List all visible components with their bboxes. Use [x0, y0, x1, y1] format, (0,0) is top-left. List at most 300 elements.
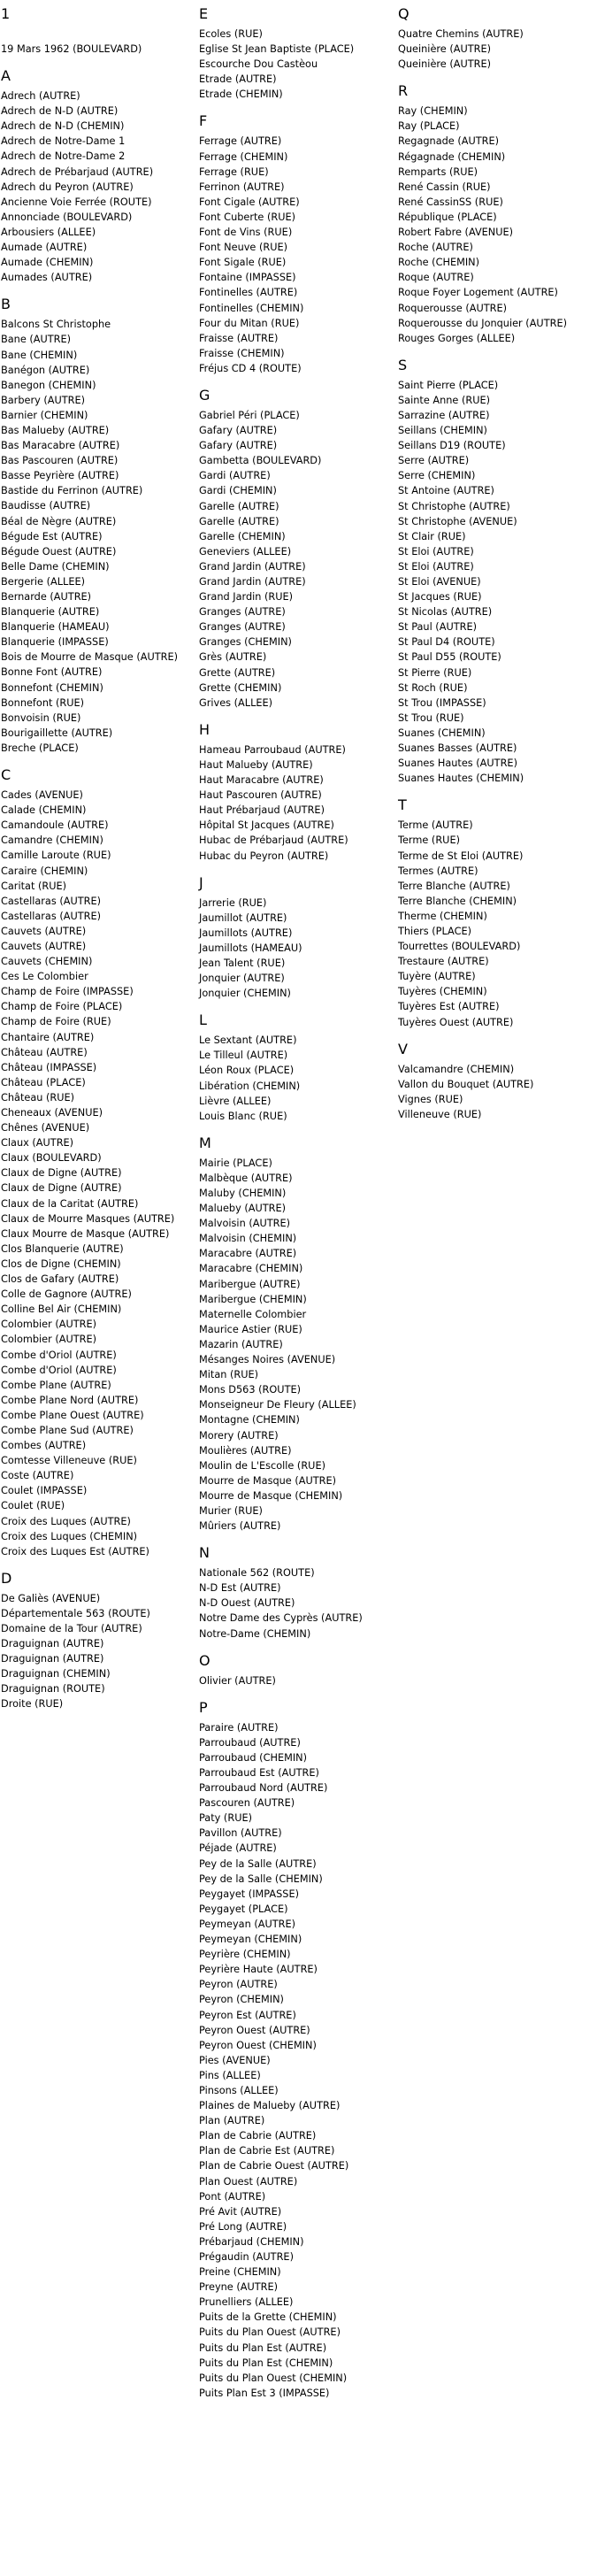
street-entry: Comtesse Villeneuve (RUE) — [1, 1455, 137, 1467]
column-3 — [398, 5, 597, 1122]
street-entry: Jean Talent (RUE) — [199, 957, 286, 969]
street-entry: Château (PLACE) — [1, 1076, 86, 1088]
letter-section-n — [199, 1544, 398, 1641]
street-entry: Robert Fabre (AVENUE) — [398, 227, 514, 239]
street-entry: St Paul D55 (ROUTE) — [398, 651, 501, 664]
street-entry: Terre Blanche (AUTRE) — [398, 880, 510, 892]
street-entry: Maribergue (CHEMIN) — [199, 1293, 307, 1305]
street-entry: Banegon (CHEMIN) — [1, 379, 96, 391]
street-entry: Aumade (CHEMIN) — [1, 257, 94, 269]
letter-section-l — [199, 1011, 398, 1124]
street-entry: Belle Dame (CHEMIN) — [1, 560, 110, 573]
street-entry: Plan Ouest (AUTRE) — [199, 2175, 298, 2188]
street-entry: Font Neuve (RUE) — [199, 242, 288, 254]
street-entry: Caraire (CHEMIN) — [1, 865, 88, 877]
street-entry: Aumade (AUTRE) — [1, 242, 88, 254]
street-entry: Bois de Mourre de Masque (AUTRE) — [1, 651, 179, 664]
street-entry: Pins (ALLEE) — [199, 2069, 261, 2081]
street-entry: Font de Vins (RUE) — [199, 227, 293, 239]
street-entry: Adrech du Peyron (AUTRE) — [1, 181, 134, 193]
street-entry: Bergerie (ALLEE) — [1, 575, 85, 588]
street-entry: Ray (CHEMIN) — [398, 105, 468, 118]
letter-section-s — [398, 357, 597, 787]
street-entry: Bonnefont (CHEMIN) — [1, 681, 103, 694]
street-entry: Regagnade (AUTRE) — [398, 135, 500, 148]
letter-section-b — [1, 296, 200, 756]
street-entry: Combe Plane Sud (AUTRE) — [1, 1424, 134, 1436]
street-entry: Mésanges Noires (AVENUE) — [199, 1354, 336, 1366]
street-entry: Puits de la Grette (CHEMIN) — [199, 2311, 337, 2324]
street-entry: Pavillon (AUTRE) — [199, 1827, 282, 1840]
street-entry: Lièvre (ALLEE) — [199, 1095, 272, 1107]
street-entry: Parroubaud Nord (AUTRE) — [199, 1782, 328, 1795]
street-entry: Eglise St Jean Baptiste (PLACE) — [199, 43, 355, 56]
street-entry: Mourre de Masque (CHEMIN) — [199, 1489, 343, 1502]
street-entry: Bonvoisin (RUE) — [1, 711, 81, 724]
letter-section-m — [199, 1134, 398, 1534]
street-entry: Croix des Luques (CHEMIN) — [1, 1530, 138, 1542]
street-entry: Malueby (AUTRE) — [199, 1203, 287, 1215]
street-entry: Colline Bel Air (CHEMIN) — [1, 1303, 122, 1316]
street-entry: Léon Roux (PLACE) — [199, 1065, 295, 1077]
street-entry: Font Cigale (AUTRE) — [199, 196, 300, 208]
street-entry: Haut Prébarjaud (AUTRE) — [199, 804, 325, 817]
street-entry: Prunelliers (ALLEE) — [199, 2296, 294, 2309]
section-letter-heading: Q — [398, 5, 409, 22]
section-letter-heading: C — [1, 766, 11, 784]
street-entry: Arbousiers (ALLEE) — [1, 226, 96, 238]
street-entry: Nationale 562 (ROUTE) — [199, 1567, 315, 1580]
section-letter-heading: O — [199, 1651, 210, 1669]
street-entry: Fraisse (CHEMIN) — [199, 347, 285, 359]
street-entry: Aumades (AUTRE) — [1, 272, 93, 284]
letter-section-r — [398, 82, 597, 346]
street-entry: Claux de Digne (AUTRE) — [1, 1182, 122, 1195]
street-entry: Tourrettes (BOULEVARD) — [398, 941, 521, 953]
street-entry: Libération (CHEMIN) — [199, 1080, 301, 1092]
street-entry: Puits Plan Est 3 (IMPASSE) — [199, 2387, 330, 2399]
street-entry: Peyron Ouest (AUTRE) — [199, 2024, 310, 2036]
street-entry: Claux de Mourre Masques (AUTRE) — [1, 1212, 175, 1225]
street-entry: Balcons St Christophe — [1, 319, 111, 331]
letter-section-g — [199, 387, 398, 711]
street-entry: Breche (PLACE) — [1, 742, 79, 754]
street-entry: Suanes Hautes (AUTRE) — [398, 757, 517, 770]
street-entry: Queinière (AUTRE) — [398, 43, 492, 56]
street-entry: Pies (AVENUE) — [199, 2054, 271, 2066]
street-entry: Domaine de la Tour (AUTRE) — [1, 1623, 142, 1634]
street-entry: Terre Blanche (CHEMIN) — [398, 895, 517, 907]
street-entry: Roquerousse (AUTRE) — [398, 302, 508, 314]
street-entry: Ancienne Voie Ferrée (ROUTE) — [1, 196, 152, 208]
street-entry: Mazarin (AUTRE) — [199, 1338, 283, 1350]
street-entry: Roque Foyer Logement (AUTRE) — [398, 287, 558, 299]
street-entry: Bane (CHEMIN) — [1, 349, 78, 361]
street-entry: Grives (ALLEE) — [199, 696, 273, 709]
street-entry: Puits du Plan Ouest (CHEMIN) — [199, 2372, 348, 2384]
street-entry: Hubac du Peyron (AUTRE) — [199, 850, 329, 862]
letter-section-c — [1, 766, 200, 1559]
street-entry: Claux de Digne (AUTRE) — [1, 1167, 122, 1180]
street-entry: Serre (AUTRE) — [398, 455, 470, 467]
street-entry: Adrech de Prébarjaud (AUTRE) — [1, 165, 154, 178]
street-entry: Preyne (AUTRE) — [199, 2281, 279, 2294]
street-entry: Villeneuve (RUE) — [398, 1108, 482, 1120]
street-entry: Draguignan (CHEMIN) — [1, 1668, 111, 1680]
street-entry: Therme (CHEMIN) — [398, 910, 487, 922]
street-entry: Notre-Dame (CHEMIN) — [199, 1627, 311, 1640]
letter-section-d — [1, 1570, 200, 1712]
street-entry: Croix des Luques Est (AUTRE) — [1, 1545, 149, 1557]
street-entry: St Eloi (AVENUE) — [398, 576, 481, 588]
street-entry: Pré Long (AUTRE) — [199, 2220, 287, 2233]
street-entry: Granges (AUTRE) — [199, 606, 286, 619]
section-letter-heading: A — [1, 67, 11, 85]
street-entry: Pey de la Salle (AUTRE) — [199, 1857, 317, 1870]
street-entry: Parroubaud (AUTRE) — [199, 1736, 301, 1749]
section-letter-heading: M — [199, 1134, 211, 1151]
letter-section-e — [199, 5, 398, 102]
street-entry: Peymeyan (AUTRE) — [199, 1918, 296, 1930]
street-entry: Jonquier (AUTRE) — [199, 973, 285, 985]
street-entry: Bonnefont (RUE) — [1, 696, 85, 709]
street-entry: Grand Jardin (RUE) — [199, 591, 294, 604]
street-entry: Champ de Foire (IMPASSE) — [1, 986, 134, 998]
street-entry: Puits du Plan Est (CHEMIN) — [199, 2357, 333, 2369]
street-entry: Colombier (AUTRE) — [1, 1334, 97, 1346]
street-entry: Combe Plane Nord (AUTRE) — [1, 1394, 139, 1406]
street-entry: Claux Mourre de Masque (AUTRE) — [1, 1227, 170, 1240]
street-entry: Peyrière Haute (AUTRE) — [199, 1964, 318, 1976]
street-entry: Serre (CHEMIN) — [398, 470, 476, 482]
street-entry: Pont (AUTRE) — [199, 2190, 266, 2203]
street-entry: Coste (AUTRE) — [1, 1470, 74, 1482]
street-entry: Cheneaux (AVENUE) — [1, 1107, 103, 1119]
column-2 — [199, 5, 398, 2401]
street-entry: St Christophe (AVENUE) — [398, 515, 517, 527]
street-entry: Pinsons (ALLEE) — [199, 2084, 279, 2096]
street-entry: Grand Jardin (AUTRE) — [199, 576, 306, 588]
street-entry: Fontaine (IMPASSE) — [199, 272, 296, 284]
street-entry: St Trou (RUE) — [398, 711, 464, 724]
street-entry: Malvoisin (AUTRE) — [199, 1218, 291, 1230]
street-entry: Champ de Foire (PLACE) — [1, 1001, 123, 1013]
street-entry: Barnier (CHEMIN) — [1, 409, 88, 421]
street-entry: Terme (RUE) — [398, 834, 460, 847]
street-entry: Seillans D19 (ROUTE) — [398, 440, 506, 452]
street-entry: Croix des Luques (AUTRE) — [1, 1515, 131, 1527]
street-entry: Claux (BOULEVARD) — [1, 1152, 102, 1165]
street-entry: Montagne (CHEMIN) — [199, 1414, 300, 1426]
street-entry: Valcamandre (CHEMIN) — [398, 1063, 515, 1075]
street-entry: St Paul (AUTRE) — [398, 621, 478, 634]
street-entry: Louis Blanc (RUE) — [199, 1110, 287, 1122]
street-entry: Clos de Digne (CHEMIN) — [1, 1257, 121, 1270]
street-entry: Sarrazine (AUTRE) — [398, 409, 490, 421]
street-entry: Roquerousse du Jonquier (AUTRE) — [398, 317, 567, 329]
section-letter-heading: L — [199, 1011, 207, 1029]
street-entry: Castellaras (AUTRE) — [1, 910, 102, 922]
street-entry: Adrech de N-D (AUTRE) — [1, 105, 119, 118]
street-entry: Ferrage (AUTRE) — [199, 135, 282, 148]
street-entry: Camille Laroute (RUE) — [1, 850, 111, 862]
street-entry: Garelle (AUTRE) — [199, 515, 279, 527]
street-entry: Mourre de Masque (AUTRE) — [199, 1474, 337, 1487]
street-entry: Geneviers (ALLEE) — [199, 545, 292, 557]
street-entry: Peymeyan (CHEMIN) — [199, 1934, 302, 1946]
street-entry: Bonne Font (AUTRE) — [1, 666, 103, 679]
street-entry: Maribergue (AUTRE) — [199, 1278, 301, 1290]
street-entry: St Jacques (RUE) — [398, 591, 482, 604]
street-entry: Peyrière (CHEMIN) — [199, 1949, 291, 1961]
street-entry: Combe Plane (AUTRE) — [1, 1379, 111, 1391]
street-entry: Garelle (AUTRE) — [199, 500, 279, 512]
street-entry: Bourigaillette (AUTRE) — [1, 727, 113, 739]
street-entry: Ecoles (RUE) — [199, 28, 263, 40]
street-entry: Plan de Cabrie (AUTRE) — [199, 2130, 317, 2142]
letter-section-1 — [1, 5, 200, 57]
street-entry: Paraire (AUTRE) — [199, 1721, 279, 1734]
street-entry: Cauvets (AUTRE) — [1, 925, 87, 937]
section-letter-heading: F — [199, 112, 208, 130]
street-entry: Le Sextant (AUTRE) — [199, 1034, 297, 1047]
street-entry: Chantaire (AUTRE) — [1, 1031, 95, 1043]
street-entry: Bégude Est (AUTRE) — [1, 530, 103, 542]
street-entry: Vallon du Bouquet (AUTRE) — [398, 1078, 534, 1090]
street-entry: Colombier (AUTRE) — [1, 1319, 97, 1331]
street-entry: Plan de Cabrie Ouest (AUTRE) — [199, 2160, 349, 2172]
section-letter-heading: P — [199, 1698, 208, 1716]
section-letter-heading: D — [1, 1569, 12, 1587]
section-letter-heading: J — [199, 873, 203, 891]
street-entry: Malvoisin (CHEMIN) — [199, 1233, 297, 1245]
section-letter-heading: R — [398, 82, 409, 100]
street-entry: Suanes Hautes (CHEMIN) — [398, 773, 524, 785]
street-entry: Château (AUTRE) — [1, 1046, 88, 1058]
column-1 — [1, 5, 200, 1712]
spacer — [1, 27, 200, 42]
street-entry: Maracabre (CHEMIN) — [199, 1263, 303, 1275]
street-entry: Bas Maracabre (AUTRE) — [1, 440, 120, 452]
street-entry: Ray (PLACE) — [398, 120, 460, 133]
street-entry: Pascouren (AUTRE) — [199, 1797, 295, 1810]
street-entry: Grette (CHEMIN) — [199, 681, 282, 694]
street-entry: Gabriel Péri (PLACE) — [199, 409, 300, 421]
street-entry: Barbery (AUTRE) — [1, 394, 86, 406]
letter-section-p — [199, 1699, 398, 2401]
street-entry: Prébarjaud (CHEMIN) — [199, 2235, 304, 2248]
section-letter-heading: T — [398, 796, 407, 814]
street-entry: St Christophe (AUTRE) — [398, 500, 510, 512]
street-entry: Ferrinon (AUTRE) — [199, 181, 285, 193]
street-entry: Thiers (PLACE) — [398, 925, 472, 937]
street-entry: Cauvets (AUTRE) — [1, 940, 87, 952]
street-entry: Saint Pierre (PLACE) — [398, 379, 499, 391]
street-entry: Garelle (CHEMIN) — [199, 530, 286, 542]
street-entry: Claux (AUTRE) — [1, 1137, 74, 1150]
street-entry: Monseigneur De Fleury (ALLEE) — [199, 1399, 356, 1411]
street-entry: Cades (AVENUE) — [1, 789, 83, 802]
street-entry: Jarrerie (RUE) — [199, 896, 267, 909]
street-entry: Olivier (AUTRE) — [199, 1674, 276, 1687]
street-entry: René Cassin (RUE) — [398, 181, 491, 193]
street-entry: Draguignan (AUTRE) — [1, 1638, 104, 1650]
street-entry: Prégaudin (AUTRE) — [199, 2251, 294, 2263]
street-entry: Etrade (CHEMIN) — [199, 88, 283, 101]
section-letter-heading: H — [199, 720, 210, 738]
street-entry: N-D Ouest (AUTRE) — [199, 1597, 295, 1610]
street-entry: Remparts (RUE) — [398, 165, 478, 178]
street-entry: Etrade (AUTRE) — [199, 73, 277, 86]
street-entry: Banégon (AUTRE) — [1, 364, 90, 376]
street-entry: Parroubaud Est (AUTRE) — [199, 1767, 319, 1779]
street-entry: Preine (CHEMIN) — [199, 2266, 281, 2279]
letter-section-o — [199, 1652, 398, 1688]
street-entry: René CassinSS (RUE) — [398, 196, 503, 208]
street-entry: Grette (AUTRE) — [199, 666, 276, 679]
street-entry: Moulin de L'Escolle (RUE) — [199, 1459, 325, 1472]
street-entry: Blanquerie (AUTRE) — [1, 606, 100, 619]
street-entry: Suanes Basses (AUTRE) — [398, 742, 517, 755]
letter-section-f — [199, 112, 398, 376]
street-entry: Draguignan (ROUTE) — [1, 1683, 105, 1696]
street-entry: Combe Plane Ouest (AUTRE) — [1, 1409, 144, 1421]
street-entry: Béal de Nègre (AUTRE) — [1, 515, 117, 527]
street-entry: Bane (AUTRE) — [1, 334, 72, 346]
street-entry: Château (RUE) — [1, 1091, 75, 1103]
street-entry: Claux de la Caritat (AUTRE) — [1, 1197, 139, 1210]
street-entry: St Clair (RUE) — [398, 530, 466, 542]
street-entry: Font Cuberte (RUE) — [199, 211, 296, 223]
street-entry: St Trou (IMPASSE) — [398, 696, 486, 709]
street-entry: Granges (CHEMIN) — [199, 636, 292, 649]
street-entry: Trestaure (AUTRE) — [398, 956, 489, 968]
street-entry: Suanes (CHEMIN) — [398, 727, 486, 739]
street-entry: Cauvets (CHEMIN) — [1, 956, 93, 968]
street-entry: De Galiès (AVENUE) — [1, 1592, 101, 1604]
street-entry: Droite (RUE) — [1, 1698, 64, 1711]
street-entry: Adrech de Notre-Dame 2 — [1, 150, 126, 163]
section-letter-heading: 1 — [1, 5, 11, 22]
street-entry: Mairie (PLACE) — [199, 1157, 272, 1169]
street-entry: Paty (RUE) — [199, 1812, 253, 1825]
street-entry: Gardi (CHEMIN) — [199, 485, 277, 497]
street-entry: St Antoine (AUTRE) — [398, 485, 494, 497]
street-entry: Bégude Ouest (AUTRE) — [1, 545, 117, 557]
street-entry: Plan (AUTRE) — [199, 2115, 265, 2127]
street-entry: 19 Mars 1962 (BOULEVARD) — [1, 43, 142, 55]
street-entry: Jaumillot (AUTRE) — [199, 911, 287, 924]
street-entry: Bas Malueby (AUTRE) — [1, 424, 110, 436]
street-entry: Hubac de Prébarjaud (AUTRE) — [199, 834, 348, 847]
street-entry: Camandoule (AUTRE) — [1, 819, 109, 832]
section-letter-heading: E — [199, 5, 209, 22]
street-entry: Maracabre (AUTRE) — [199, 1248, 297, 1260]
street-entry: Ferrage (RUE) — [199, 165, 269, 178]
street-entry: Malbèque (AUTRE) — [199, 1172, 293, 1184]
street-entry: Moulières (AUTRE) — [199, 1444, 292, 1457]
street-entry: Clos Blanquerie (AUTRE) — [1, 1242, 124, 1255]
street-entry: Tuyères Ouest (AUTRE) — [398, 1016, 514, 1028]
street-entry: Draguignan (AUTRE) — [1, 1653, 104, 1665]
street-entry: Chênes (AVENUE) — [1, 1122, 90, 1134]
street-entry: Peygayet (IMPASSE) — [199, 1888, 299, 1900]
street-entry: Gafary (AUTRE) — [199, 440, 278, 452]
street-entry: Annonciade (BOULEVARD) — [1, 211, 133, 223]
street-entry: République (PLACE) — [398, 211, 497, 223]
street-entry: Puits du Plan Est (AUTRE) — [199, 2341, 327, 2354]
street-entry: Pey de la Salle (CHEMIN) — [199, 1872, 323, 1885]
street-entry: Grand Jardin (AUTRE) — [199, 560, 306, 573]
street-entry: Fontinelles (CHEMIN) — [199, 302, 304, 314]
street-entry: Haut Pascouren (AUTRE) — [199, 789, 322, 802]
street-entry: Coulet (RUE) — [1, 1500, 65, 1512]
street-entry: Termes (AUTRE) — [398, 865, 478, 877]
street-entry: Fontinelles (AUTRE) — [199, 287, 298, 299]
street-entry: Fraisse (AUTRE) — [199, 332, 279, 344]
section-letter-heading: V — [398, 1040, 408, 1057]
street-entry: Mûriers (AUTRE) — [199, 1520, 281, 1533]
street-entry: Parroubaud (CHEMIN) — [199, 1751, 308, 1764]
street-entry: Gardi (AUTRE) — [199, 470, 271, 482]
letter-section-a — [1, 67, 200, 285]
street-entry: Mons D563 (ROUTE) — [199, 1384, 302, 1396]
section-letter-heading: S — [398, 356, 408, 373]
street-entry: Blanquerie (HAMEAU) — [1, 621, 110, 634]
street-entry: St Eloi (AUTRE) — [398, 560, 474, 573]
street-entry: Morery (AUTRE) — [199, 1429, 279, 1442]
street-entry: Ces Le Colombier — [1, 971, 88, 983]
street-entry: Hôpital St Jacques (AUTRE) — [199, 819, 334, 832]
street-entry: Maurice Astier (RUE) — [199, 1323, 302, 1335]
street-entry: Jaumillots (AUTRE) — [199, 927, 293, 939]
section-letter-heading: B — [1, 296, 11, 313]
street-entry: Seillans (CHEMIN) — [398, 425, 487, 437]
street-entry: St Paul D4 (ROUTE) — [398, 636, 495, 649]
street-entry: Tuyère (AUTRE) — [398, 971, 476, 983]
street-entry: Maternelle Colombier — [199, 1308, 307, 1320]
street-entry: Puits du Plan Ouest (AUTRE) — [199, 2326, 341, 2339]
street-entry: Peyron Ouest (CHEMIN) — [199, 2039, 317, 2051]
street-entry: St Roch (RUE) — [398, 681, 468, 694]
street-entry: Le Tilleul (AUTRE) — [199, 1050, 288, 1062]
street-entry: Combe d'Oriol (AUTRE) — [1, 1364, 117, 1376]
street-entry: Escourche Dou Castèou — [199, 58, 318, 71]
street-entry: Tuyères Est (AUTRE) — [398, 1001, 500, 1013]
street-entry: Granges (AUTRE) — [199, 621, 286, 634]
street-entry: Pré Avit (AUTRE) — [199, 2205, 282, 2218]
street-entry: Bernarde (AUTRE) — [1, 591, 92, 603]
street-entry: Fréjus CD 4 (ROUTE) — [199, 362, 302, 374]
street-entry: Peyron Est (AUTRE) — [199, 2009, 296, 2021]
street-entry: Plaines de Malueby (AUTRE) — [199, 2100, 341, 2112]
street-entry: Départementale 563 (ROUTE) — [1, 1607, 150, 1619]
street-entry: Terme de St Eloi (AUTRE) — [398, 850, 524, 862]
street-entry: Basse Peyrière (AUTRE) — [1, 470, 119, 482]
street-entry: Gafary (AUTRE) — [199, 425, 278, 437]
street-entry: Bastide du Ferrinon (AUTRE) — [1, 485, 143, 497]
street-entry: Château (IMPASSE) — [1, 1061, 97, 1073]
street-entry: Mitan (RUE) — [199, 1369, 259, 1381]
street-entry: Calade (CHEMIN) — [1, 804, 87, 817]
street-entry: Blanquerie (IMPASSE) — [1, 636, 109, 649]
street-entry: Colle de Gagnore (AUTRE) — [1, 1288, 132, 1301]
street-entry: Peygayet (PLACE) — [199, 1903, 288, 1915]
street-entry: Jonquier (CHEMIN) — [199, 988, 291, 1000]
street-entry: Notre Dame des Cyprès (AUTRE) — [199, 1612, 363, 1625]
street-entry: Péjade (AUTRE) — [199, 1842, 277, 1855]
street-entry: Coulet (IMPASSE) — [1, 1485, 88, 1497]
